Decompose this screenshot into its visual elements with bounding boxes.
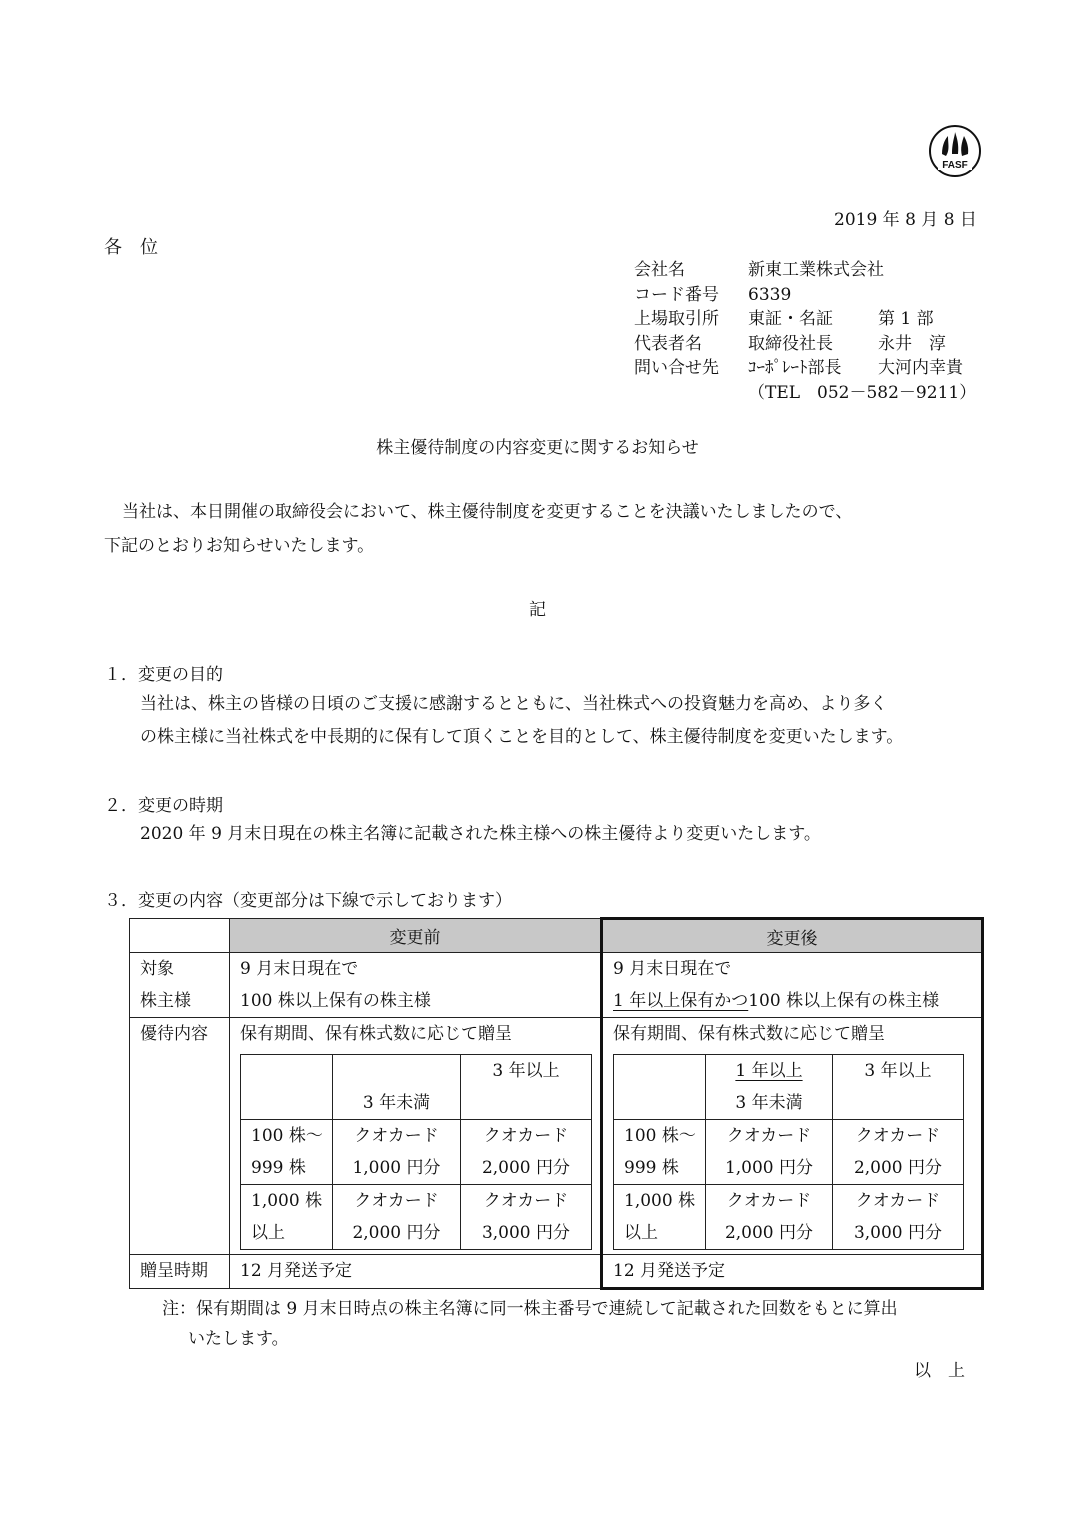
change-table <box>129 917 984 1290</box>
intro-line-2: 下記のとおりお知らせいたします。 <box>104 536 375 556</box>
date: 2019 年 8 月 8 日 <box>834 210 977 230</box>
row-label: 対象 株主様 <box>130 953 230 1018</box>
info-value: ｺｰﾎﾟﾚｰﾄ部長 <box>748 358 842 378</box>
info-key: コード番号 <box>634 284 719 305</box>
after-inner-table <box>613 1054 964 1250</box>
intro-line-1: 当社は、本日開催の取締役会において、株主優待制度を変更することを決議いたしましたので、 <box>122 502 853 522</box>
company-info-row <box>634 283 976 308</box>
company-info <box>634 258 976 405</box>
row-label: 贈呈時期 <box>130 1255 230 1289</box>
document-title: 株主優待制度の内容変更に関するお知らせ <box>376 438 699 458</box>
info-value: 取締役社長 <box>748 333 833 354</box>
info-key: 問い合せ先 <box>634 358 719 378</box>
table-row <box>130 953 983 1018</box>
company-info-row <box>634 332 976 357</box>
info-extra: 第 1 部 <box>878 309 934 329</box>
info-key: 会社名 <box>634 260 685 280</box>
section-body <box>140 818 821 851</box>
section-body-line: の株主様に当社株式を中長期的に保有して頂くことを目的として、株主優待制度を変更いたします。 <box>140 727 904 747</box>
company-info-row <box>634 356 976 381</box>
section-heading: ２．変更の時期 <box>104 796 223 816</box>
info-key: 代表者名 <box>634 333 702 354</box>
section-body <box>140 688 903 754</box>
cell-before: 12 月発送予定 <box>230 1255 602 1289</box>
inner-row: 1,000 株 以上 クオカード 2,000 円分 クオカード 3,000 円分 <box>614 1185 964 1250</box>
addressee: 各 位 <box>104 237 158 258</box>
company-info-row <box>634 307 976 332</box>
header-before: 変更前 <box>230 919 602 953</box>
section-heading: １．変更の目的 <box>104 665 223 685</box>
info-value: 6339 <box>748 284 792 305</box>
company-info-row <box>634 381 976 406</box>
table-row <box>130 1018 983 1255</box>
info-value: 新東工業株式会社 <box>748 260 884 280</box>
inner-header-row: 1 年以上 3 年未満 3 年以上 <box>614 1055 964 1120</box>
ki-heading: 記 <box>529 600 546 620</box>
note-line-2: いたします。 <box>188 1329 289 1349</box>
section-body-line: 2020 年 9 月末日現在の株主名簿に記載された株主様への株主優待より変更いたします。 <box>140 824 821 844</box>
info-key <box>634 381 748 406</box>
header-after: 変更後 <box>602 919 983 953</box>
note-line-1: 注：保有期間は 9 月末日時点の株主名簿に同一株主番号で連続して記載された回数をもとに算出 <box>162 1299 898 1319</box>
info-value: 東証・名証 <box>748 309 833 329</box>
section-heading: ３．変更の内容（変更部分は下線で示しております） <box>104 891 512 911</box>
closing: 以 上 <box>914 1361 965 1381</box>
table-header-row <box>130 919 983 953</box>
table-row <box>130 1255 983 1289</box>
cell-after: 保有期間、保有株式数に応じて贈呈 1 年以上 3 年未満 3 年以上 100 株～ 999 株 クオカード 1,000 円分 クオカード 2,000 円分 1,000 株 以上 クオカード 2,000 円分 クオカード 3,000 円分 <box>602 1018 983 1255</box>
info-key: 上場取引所 <box>634 309 719 329</box>
section-body-line: 当社は、株主の皆様の日頃のご支援に感謝するとともに、当社株式への投資魅力を高め、より多く <box>140 694 888 714</box>
inner-header-row: 3 年未満 3 年以上 <box>241 1055 592 1120</box>
cell-after: 9 月末日現在で 1 年以上保有かつ100 株以上保有の株主様 <box>602 953 983 1018</box>
fasf-logo <box>928 124 982 184</box>
inner-row: 1,000 株 以上 クオカード 2,000 円分 クオカード 3,000 円分 <box>241 1185 592 1250</box>
cell-after: 12 月発送予定 <box>602 1255 983 1289</box>
changed-text: 1 年以上保有かつ <box>613 991 749 1011</box>
logo-text: FASF <box>942 160 968 171</box>
before-inner-table <box>240 1054 592 1250</box>
cell-before: 保有期間、保有株式数に応じて贈呈 3 年未満 3 年以上 100 株～ 999 株 クオカード 1,000 円分 クオカード 2,000 円分 1,000 株 以上 クオカード 2,000 円分 クオカード 3,000 円分 <box>230 1018 602 1255</box>
company-info-row <box>634 258 976 283</box>
cell-before: 9 月末日現在で 100 株以上保有の株主様 <box>230 953 602 1018</box>
inner-row: 100 株～ 999 株 クオカード 1,000 円分 クオカード 2,000 円分 <box>614 1120 964 1185</box>
info-extra: 永井 淳 <box>878 333 946 354</box>
info-value: （TEL 052－582－9211） <box>748 382 977 403</box>
info-extra: 大河内幸貴 <box>878 358 963 378</box>
inner-row: 100 株～ 999 株 クオカード 1,000 円分 クオカード 2,000 円分 <box>241 1120 592 1185</box>
row-label: 優待内容 <box>130 1018 230 1255</box>
changed-text: 1 年以上 <box>735 1061 803 1081</box>
